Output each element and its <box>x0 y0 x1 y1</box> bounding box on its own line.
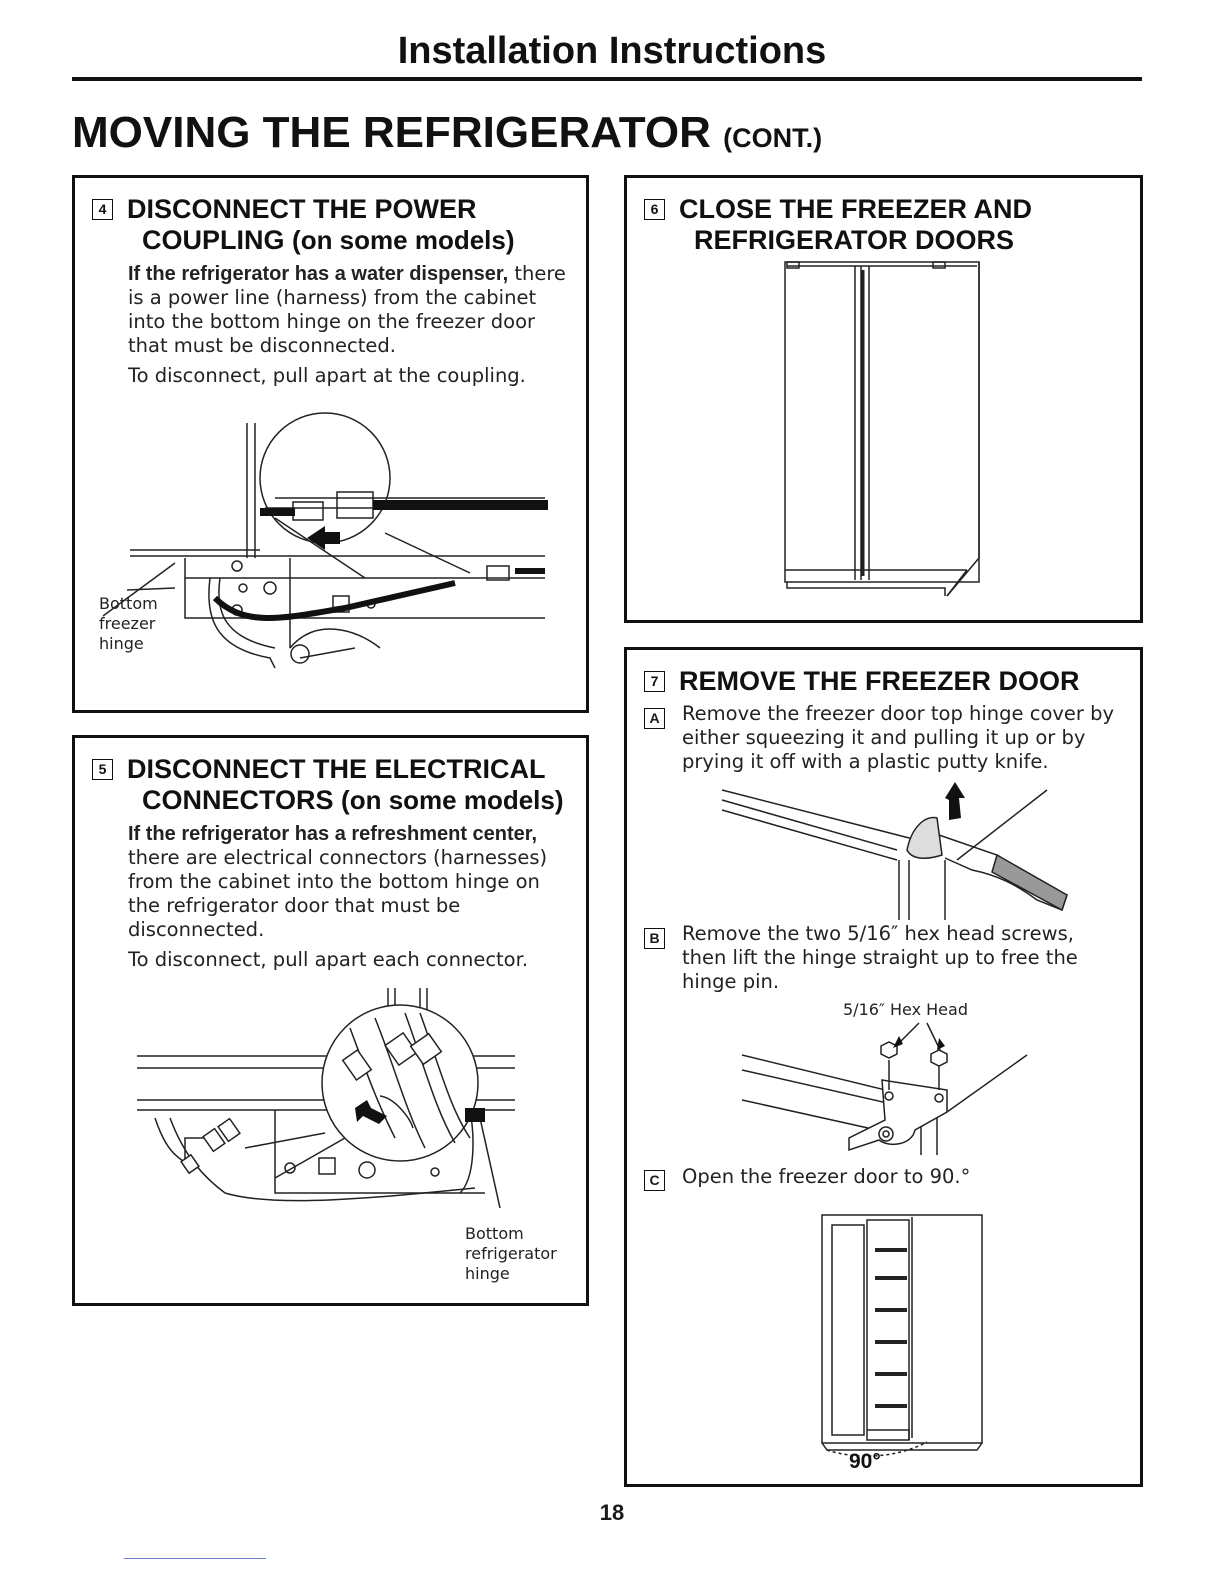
step5-text1: there are electrical connectors (harnesses) from the cabinet into the bottom hinge on the refrigerator door that must be disconnected. <box>128 846 548 941</box>
step7-b-text: Remove the two 5/16″ hex head screws, then lift the hinge straight up to free the hinge pin. <box>682 922 1078 993</box>
step4-bold-lead: If the refrigerator has a water dispenser, <box>128 263 509 285</box>
page-number: 18 <box>599 1500 625 1525</box>
step4-heading-line2: COUPLING <box>142 225 285 255</box>
step7-letter-b: B <box>644 928 665 949</box>
header-rule <box>72 77 1142 81</box>
step4-caption-line3: hinge <box>99 634 144 653</box>
step7-c-text: Open the freezer door to 90.° <box>682 1165 971 1188</box>
step4-text2: To disconnect, pull apart at the coupling. <box>128 364 526 387</box>
step4-text1: there is a power line (harness) from the cabinet into the bottom hinge on the freezer door that must be disconnected. <box>128 262 566 357</box>
step6-heading-line1: CLOSE THE FREEZER AND <box>679 194 1033 224</box>
step7-letter-c: C <box>644 1170 665 1191</box>
step7-letter-a: A <box>644 708 665 729</box>
step7-a-text: Remove the freezer door top hinge cover by either squeezing it and pulling it up or by prying it off with a plastic putty knife. <box>682 702 1115 773</box>
page-title-main: MOVING THE REFRIGERATOR <box>72 108 711 157</box>
electrical-connectors-illustration <box>75 738 586 1303</box>
step5-caption-line2: refrigerator <box>465 1244 557 1263</box>
power-coupling-illustration <box>75 178 586 710</box>
angle-label: 90° <box>849 1450 881 1473</box>
step5-bold-lead: If the refrigerator has a refreshment center, <box>128 823 538 845</box>
open-door-illustration <box>627 650 1140 1484</box>
step4-box <box>72 175 589 713</box>
step5-caption-line3: hinge <box>465 1264 510 1283</box>
header-title: Installation Instructions <box>397 30 827 72</box>
page-title <box>72 108 822 158</box>
step7-b-label: 5/16″ Hex Head <box>843 1000 968 1019</box>
step7-heading-text: REMOVE THE FREEZER DOOR <box>679 666 1080 696</box>
step6-box <box>624 175 1143 623</box>
step7-number: 7 <box>644 671 665 692</box>
step4-caption-line1: Bottom <box>99 594 158 613</box>
step4-number: 4 <box>92 199 113 220</box>
page-title-suffix: (CONT.) <box>723 123 823 153</box>
step5-text2: To disconnect, pull apart each connector. <box>128 948 529 971</box>
step4-caption-line2: freezer <box>99 614 156 633</box>
step4-heading-line1: DISCONNECT THE POWER <box>127 194 477 224</box>
step5-heading-line2: CONNECTORS <box>142 785 334 815</box>
step7-box <box>624 647 1143 1487</box>
step6-number: 6 <box>644 199 665 220</box>
step4-heading-models: (on some models) <box>292 225 515 255</box>
step5-box <box>72 735 589 1306</box>
closed-refrigerator-illustration <box>627 178 1140 620</box>
step6-heading-line2: REFRIGERATOR DOORS <box>694 225 1015 255</box>
step5-heading-line1: DISCONNECT THE ELECTRICAL <box>127 754 546 784</box>
step5-number: 5 <box>92 759 113 780</box>
footer-line <box>124 1558 266 1559</box>
step5-caption-line1: Bottom <box>465 1224 524 1243</box>
step5-heading-models: (on some models) <box>341 785 564 815</box>
